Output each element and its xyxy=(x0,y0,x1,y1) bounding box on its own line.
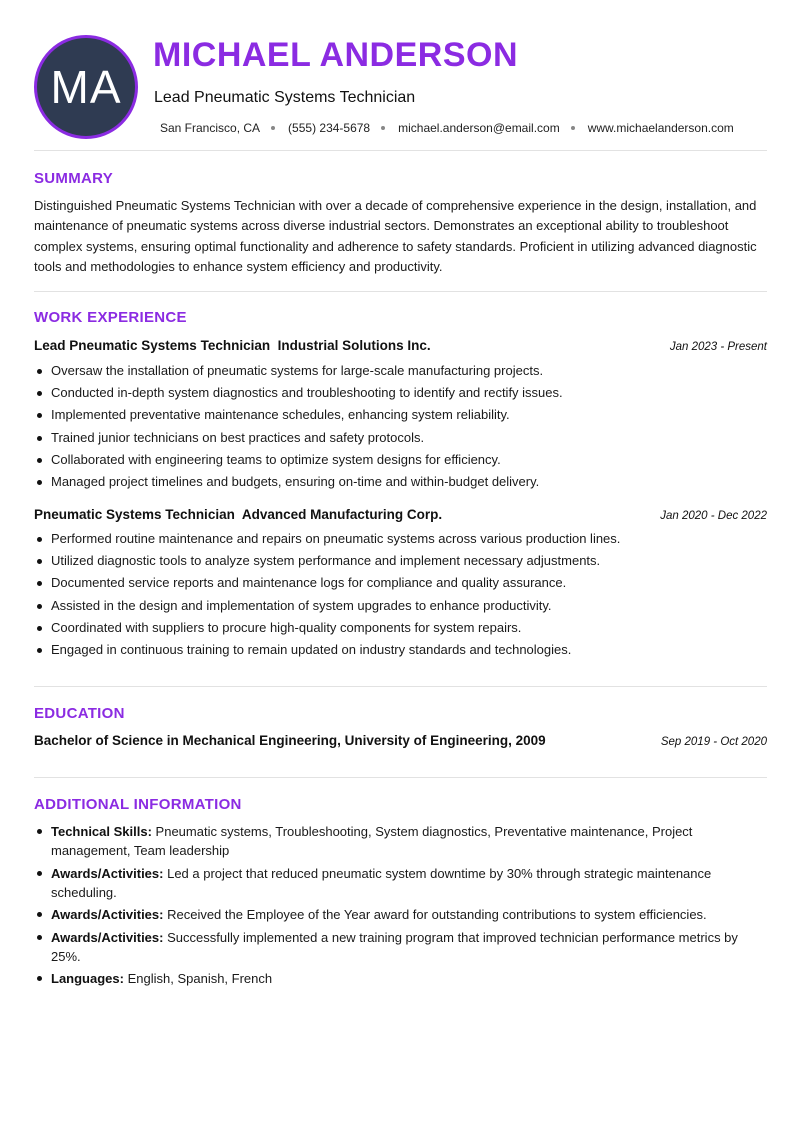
separator-dot-icon xyxy=(271,126,275,130)
contact-website[interactable]: www.michaelanderson.com xyxy=(587,121,734,135)
candidate-role: Lead Pneumatic Systems Technician xyxy=(154,89,416,106)
item-label: Technical Skills: xyxy=(51,824,152,839)
contact-location: San Francisco, CA xyxy=(160,121,261,135)
additional-heading: ADDITIONAL INFORMATION xyxy=(34,796,242,813)
list-item: Oversaw the installation of pneumatic systems for large-scale manufacturing projects. xyxy=(34,360,767,382)
item-text: Received the Employee of the Year award for outstanding contributions to system efficiencies. xyxy=(167,907,707,922)
list-item: Implemented preventative maintenance schedules, enhancing system reliability. xyxy=(34,404,767,426)
list-item: Conducted in-depth system diagnostics and troubleshooting to identify and rectify issues. xyxy=(34,382,767,404)
list-item: Documented service reports and maintenance logs for compliance and quality assurance. xyxy=(34,572,767,594)
education-dates: Sep 2019 - Oct 2020 xyxy=(660,736,767,748)
list-item: Coordinated with suppliers to procure high-quality components for system repairs. xyxy=(34,617,767,639)
list-item xyxy=(34,822,761,860)
item-label: Awards/Activities: xyxy=(51,929,164,945)
job-dates: Jan 2023 - Present xyxy=(669,341,767,353)
experience-heading: WORK EXPERIENCE xyxy=(34,309,187,326)
list-item: Assisted in the design and implementation of system upgrades to enhance productivity. xyxy=(34,595,767,617)
list-item: Collaborated with engineering teams to optimize system designs for efficiency. xyxy=(34,449,767,471)
list-item xyxy=(34,905,761,924)
divider xyxy=(34,686,767,687)
list-item: Managed project timelines and budgets, ensuring on-time and within-budget delivery. xyxy=(34,471,767,493)
list-item: Trained junior technicians on best practices and safety protocols. xyxy=(34,427,767,449)
contact-bar xyxy=(160,121,734,135)
item-text: Successfully implemented a new training program that improved technician performance metrics by 25%. xyxy=(51,929,738,964)
item-label: Awards/Activities: xyxy=(51,865,164,881)
job-title: Pneumatic Systems Technician Advanced Manufacturing Corp. xyxy=(34,507,443,522)
list-item xyxy=(34,864,761,902)
item-text: Pneumatic systems, Troubleshooting, System diagnostics, Preventative maintenance, Project management, Team leadership xyxy=(51,824,693,858)
divider xyxy=(34,291,767,292)
job-title: Lead Pneumatic Systems Technician Industrial Solutions Inc. xyxy=(34,338,431,353)
separator-dot-icon xyxy=(571,126,575,130)
contact-email[interactable]: michael.anderson@email.com xyxy=(398,121,560,135)
job-bullets xyxy=(34,528,767,661)
degree: Bachelor of Science in Mechanical Engineering, University of Engineering, 2009 xyxy=(34,733,546,748)
item-text: Led a project that reduced pneumatic system downtime by 30% through strategic maintenance scheduling. xyxy=(51,865,712,900)
additional-list xyxy=(34,822,767,992)
education-entry xyxy=(34,733,767,748)
list-item: Performed routine maintenance and repairs on pneumatic systems across various production lines. xyxy=(34,528,767,550)
list-item xyxy=(34,969,761,988)
job-bullets xyxy=(34,360,767,493)
summary-text: Distinguished Pneumatic Systems Technician with over a decade of comprehensive experience in the design, installation, and maintenance of pneumatic systems across diverse industrial sectors. Demonstrates an exceptional ability to troubleshoot complex systems, ensuring optimal functionality and adherence to safety standards. Proficient in utilizing advanced diagnostic tools and methodologies to enhance system efficiency and productivity. xyxy=(34,198,757,274)
item-text: English, Spanish, French xyxy=(127,971,273,986)
item-label: Languages: xyxy=(51,971,124,986)
list-item: Engaged in continuous training to remain updated on industry standards and technologies. xyxy=(34,639,767,661)
job-header xyxy=(34,507,767,522)
contact-phone[interactable]: (555) 234-5678 xyxy=(288,121,371,135)
summary-heading: SUMMARY xyxy=(34,170,114,187)
separator-dot-icon xyxy=(381,126,385,130)
list-item xyxy=(34,928,761,966)
list-item: Utilized diagnostic tools to analyze system performance and implement necessary adjustments. xyxy=(34,550,767,572)
avatar-initials: MA xyxy=(50,61,122,113)
candidate-name: MICHAEL ANDERSON xyxy=(153,36,519,74)
job-header xyxy=(34,338,767,353)
item-label: Awards/Activities: xyxy=(51,907,164,922)
job-dates: Jan 2020 - Dec 2022 xyxy=(660,510,767,522)
avatar xyxy=(34,35,138,139)
education-heading: EDUCATION xyxy=(34,705,125,722)
divider xyxy=(34,777,767,778)
divider xyxy=(34,150,767,151)
